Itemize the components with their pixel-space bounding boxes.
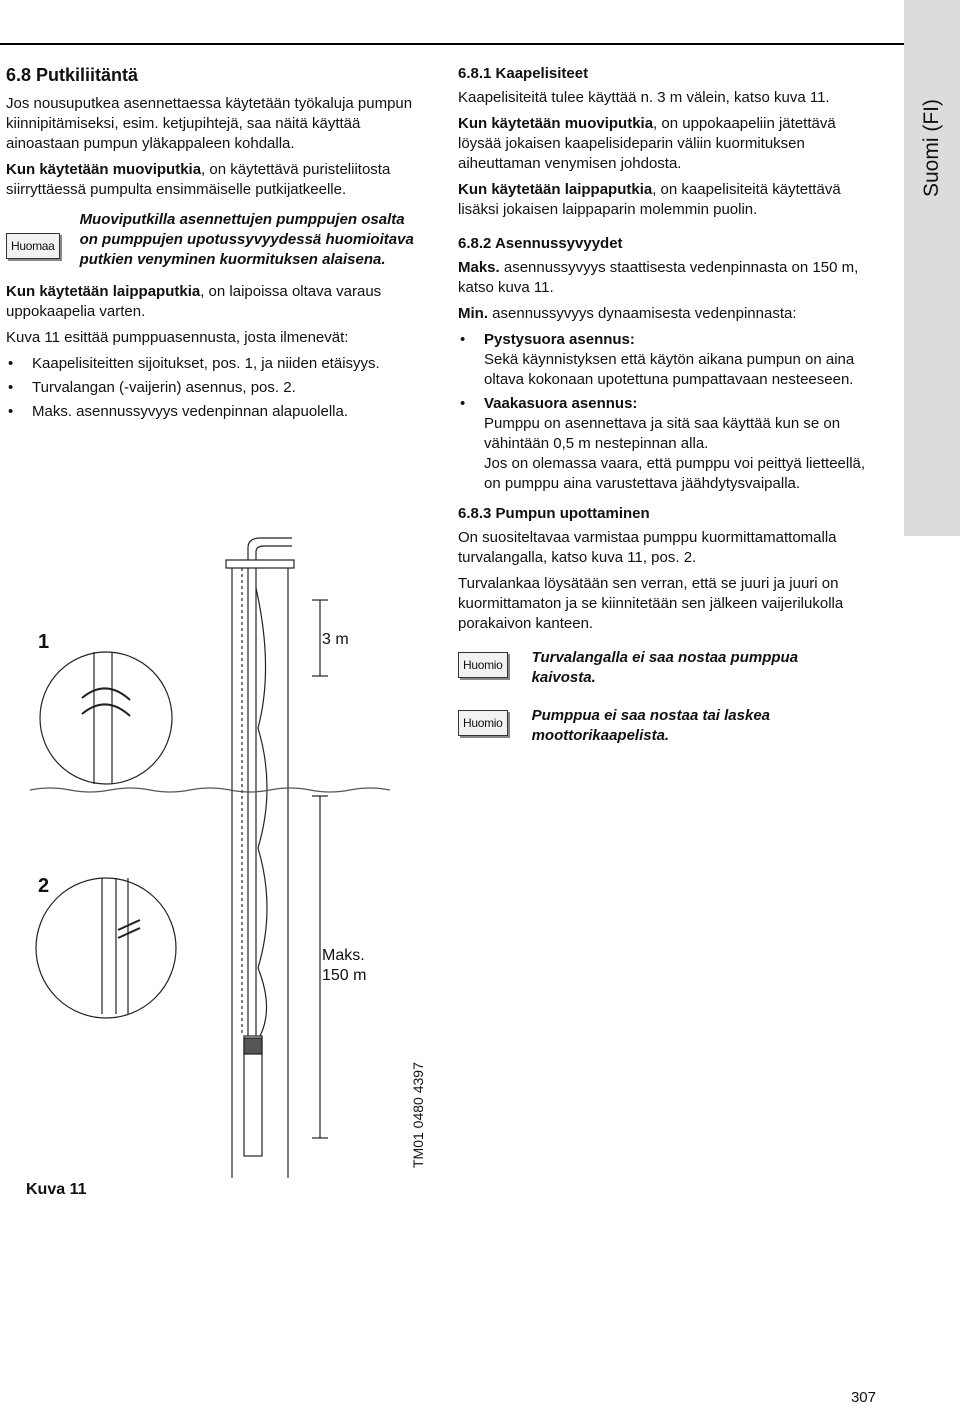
paragraph-rest: , on käytettävä puristeliitosta siirryttäessä pumpulta ensimmäiselle putkijatkeelle. bbox=[6, 161, 391, 198]
paragraph-figure-ref: Kuva 11 esittää pumppuasennusta, josta ilmenevät: bbox=[6, 329, 349, 346]
paragraph-flange-ties bbox=[458, 180, 878, 220]
bold-lead: Kun käytetään muoviputkia bbox=[6, 161, 202, 178]
bullet-list bbox=[6, 354, 426, 422]
position-label-1: 1 bbox=[38, 631, 50, 653]
item-text: Jos on olemassa vaara, että pumppu voi peittyä lietteellä, on pumppu aina varustettava jäähdytysvaipalla. bbox=[484, 455, 866, 492]
paragraph-tools: Jos nousuputkea asennettaessa käytetään työkaluja pumpun kiinnipitämiseksi, esim. ketjupihtejä, saa näitä käyttää ainoastaan pumpun yläkappaleen kohdalla. bbox=[6, 95, 413, 152]
item-title: Pystysuora asennus: bbox=[484, 331, 635, 348]
installation-list bbox=[458, 330, 878, 494]
list-item: • Maks. asennussyvyys vedenpinnan alapuolella. bbox=[6, 402, 426, 422]
note-text: Pumppua ei saa nostaa tai laskea moottorikaapelista. bbox=[531, 707, 771, 744]
water-level bbox=[30, 788, 390, 792]
paragraph-min-depth bbox=[458, 304, 878, 324]
note-badge: Huomaa bbox=[6, 233, 60, 259]
well-cover-plate bbox=[226, 560, 294, 568]
figure-code: TM01 0480 4397 bbox=[410, 1062, 426, 1168]
paragraph-plastic-slack bbox=[458, 114, 878, 174]
detail-cable-tie bbox=[82, 688, 130, 716]
paragraph-safety-wire: On suositeltavaa varmistaa pumppu kuormittamattomalla turvalangalla, katso kuva 11, pos. 2. bbox=[458, 529, 837, 566]
language-tab bbox=[904, 0, 960, 536]
dimension-label-max-2: 150 m bbox=[322, 967, 367, 984]
paragraph-rest: , on kaapelisiteitä käytettävä lisäksi jokaisen laippaparin molemmin puolin. bbox=[458, 181, 841, 218]
detail-circle-1 bbox=[40, 652, 172, 784]
paragraph-cable-ties: Kaapelisiteitä tulee käyttää n. 3 m välein, katso kuva 11. bbox=[458, 89, 830, 106]
page-number: 307 bbox=[850, 1389, 876, 1406]
note-badge: Huomio bbox=[458, 710, 508, 736]
top-rule bbox=[0, 43, 904, 45]
note-huomaa bbox=[6, 210, 426, 270]
paragraph-rest: , on uppokaapeliin jätettävä löysää jokaisen kaapelisideparin väliin kuormituksen aiheuttaman venymisen johdosta. bbox=[458, 115, 836, 172]
paragraph-wire-slack: Turvalankaa löysätään sen verran, että se juuri ja juuri on kuormittamaton ja se kiinnitetään sen jälkeen vaijerilukolla porakaivon kanteen. bbox=[458, 575, 844, 632]
position-label-2: 2 bbox=[38, 875, 50, 897]
bold-lead: Min. bbox=[458, 305, 488, 322]
section-title-6-8: 6.8 Putkiliitäntä bbox=[6, 65, 139, 85]
paragraph-max-depth bbox=[458, 258, 878, 298]
left-column bbox=[6, 64, 426, 426]
top-pipe-elbow bbox=[248, 538, 292, 560]
bold-lead: Kun käytetään laippaputkia bbox=[458, 181, 653, 198]
list-item-vertical bbox=[458, 330, 878, 390]
item-text: Pumppu on asennettava ja sitä saa käyttää kun se on vähintään 0,5 m nestepinnan alla. bbox=[484, 415, 841, 452]
note-text: Muoviputkilla asennettujen pumppujen osalta on pumppujen upotussyvyydessä huomioitava putkien venyminen kuormituksen alaisena. bbox=[79, 211, 414, 268]
section-title-6-8-2: 6.8.2 Asennussyvyydet bbox=[458, 235, 623, 252]
section-title-6-8-3: 6.8.3 Pumpun upottaminen bbox=[458, 505, 650, 522]
note-huomio-2 bbox=[458, 706, 878, 746]
detail-circle-2 bbox=[36, 875, 176, 1018]
list-item-horizontal bbox=[458, 394, 878, 494]
right-column bbox=[458, 64, 878, 758]
item-text: Sekä käynnistyksen että käytön aikana pumpun on aina oltava kokonaan upotettuna pumpattavaan nesteeseen. bbox=[484, 351, 855, 388]
note-text: Turvalangalla ei saa nostaa pumppua kaivosta. bbox=[531, 649, 799, 686]
paragraph-rest: , on laipoissa oltava varaus uppokaapelia varten. bbox=[6, 283, 382, 320]
detail-wire-lock bbox=[118, 920, 140, 938]
dimension-label-3m: 3 m bbox=[322, 631, 349, 648]
language-tab-label: Suomi (FI) bbox=[920, 98, 943, 198]
paragraph-flange-pipes bbox=[6, 282, 426, 322]
paragraph-rest: asennussyvyys staattisesta vedenpinnasta on 150 m, katso kuva 11. bbox=[458, 259, 859, 296]
list-item: • Turvalangan (-vaijerin) asennus, pos. 2. bbox=[6, 378, 426, 398]
list-item: • Kaapelisiteitten sijoitukset, pos. 1, ja niiden etäisyys. bbox=[6, 354, 426, 374]
pump-inlet bbox=[244, 1038, 262, 1054]
pump-installation-figure bbox=[30, 528, 430, 1188]
bold-lead: Kun käytetään laippaputkia bbox=[6, 283, 201, 300]
bold-lead: Kun käytetään muoviputkia bbox=[458, 115, 654, 132]
cable-slack bbox=[256, 588, 267, 1036]
note-badge: Huomio bbox=[458, 652, 508, 678]
paragraph-rest: asennussyvyys dynaamisesta vedenpinnasta: bbox=[488, 305, 797, 322]
note-huomio-1 bbox=[458, 648, 878, 688]
item-title: Vaakasuora asennus: bbox=[484, 395, 638, 412]
bold-lead: Maks. bbox=[458, 259, 500, 276]
section-title-6-8-1: 6.8.1 Kaapelisiteet bbox=[458, 65, 589, 82]
dimension-label-max-1: Maks. bbox=[322, 947, 365, 964]
figure-caption: Kuva 11 bbox=[26, 1181, 87, 1198]
paragraph-plastic-pipes bbox=[6, 160, 426, 200]
